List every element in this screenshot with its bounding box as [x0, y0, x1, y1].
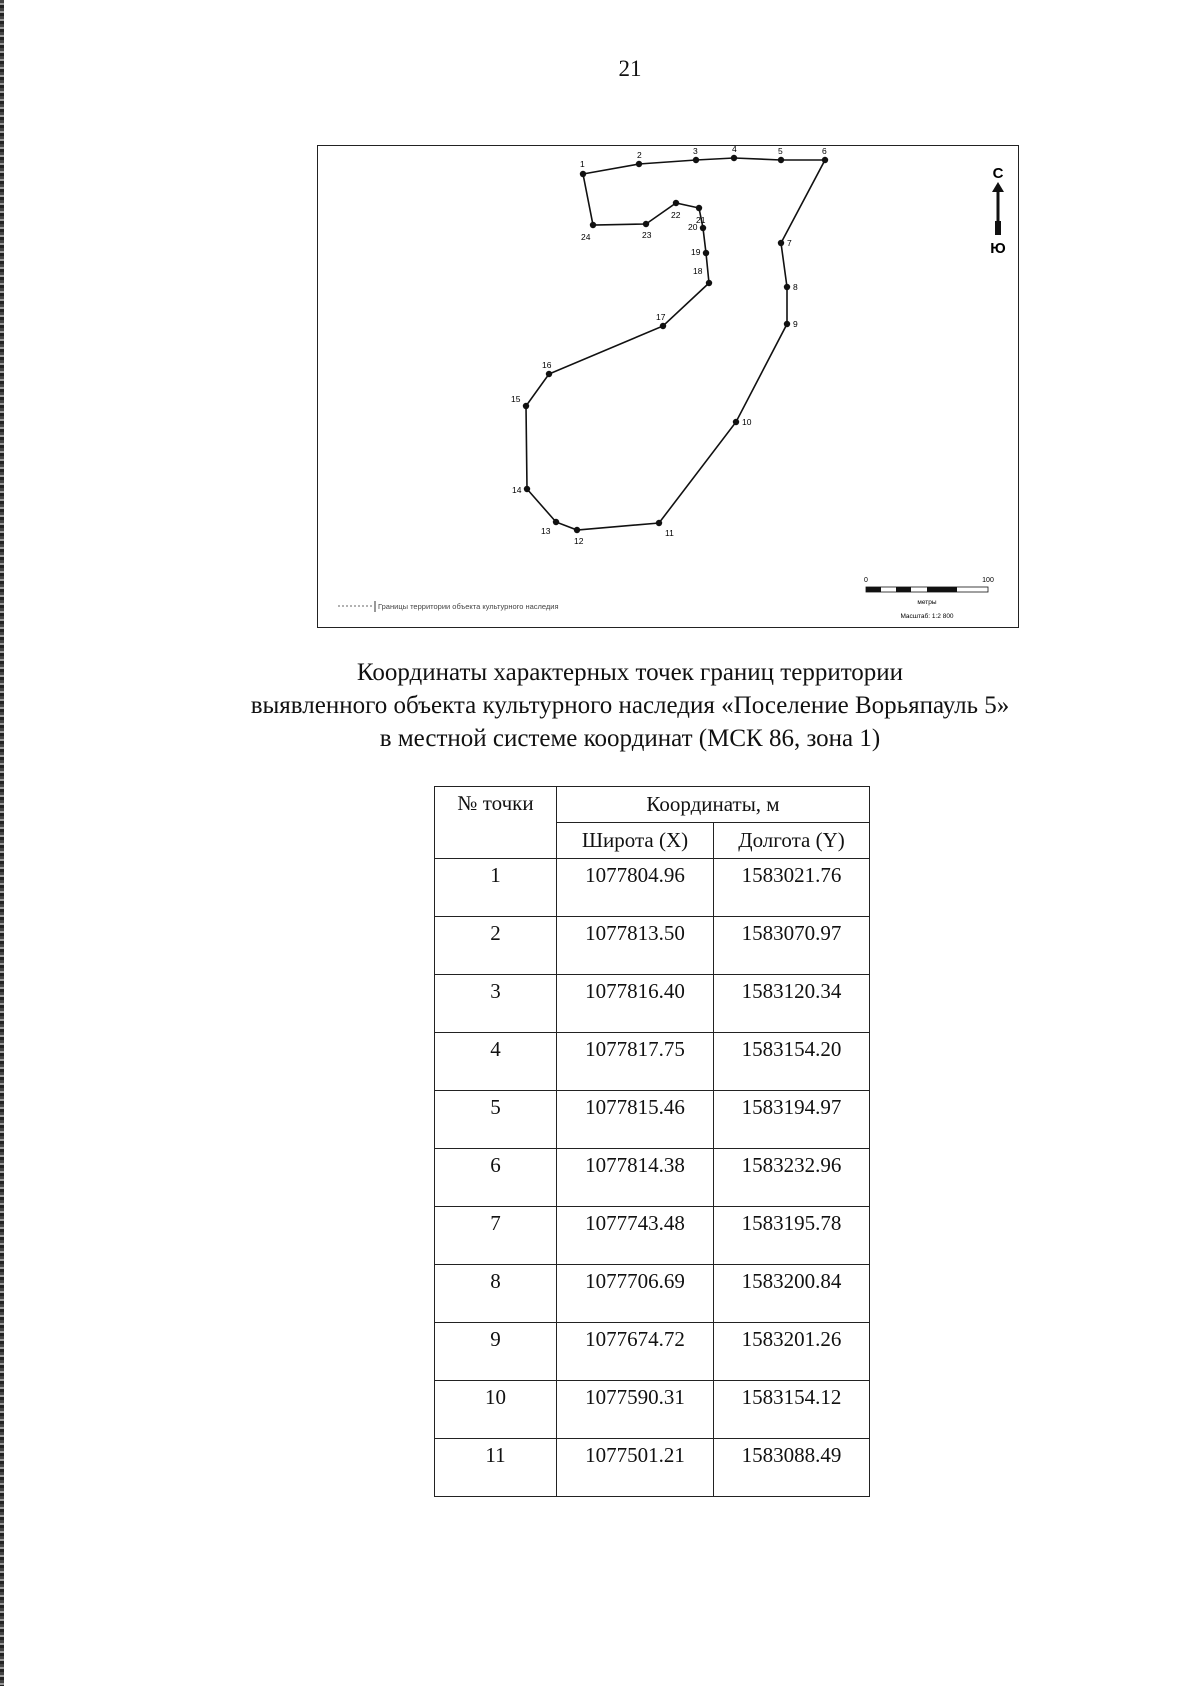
boundary-point [590, 222, 596, 228]
point-number-cell: 1 [435, 859, 557, 917]
scan-edge [0, 0, 4, 1686]
map-legend [338, 601, 559, 612]
table-row [435, 917, 870, 975]
point-label: 19 [691, 247, 701, 257]
point-label: 23 [642, 230, 652, 240]
boundary-point [574, 527, 580, 533]
point-label: 14 [512, 485, 522, 495]
latitude-cell: 1077815.46 [557, 1091, 714, 1149]
longitude-cell: 1583120.34 [714, 975, 870, 1033]
boundary-point [580, 171, 586, 177]
longitude-cell: 1583194.97 [714, 1091, 870, 1149]
table-row [435, 1265, 870, 1323]
scale-start: 0 [864, 577, 868, 584]
point-number-cell: 3 [435, 975, 557, 1033]
point-number-cell: 11 [435, 1439, 557, 1497]
boundary-point [636, 161, 642, 167]
latitude-cell: 1077674.72 [557, 1323, 714, 1381]
boundary-point [733, 419, 739, 425]
scale-end: 100 [982, 577, 994, 584]
point-label: 13 [541, 526, 551, 536]
coordinates-table [434, 786, 870, 1497]
boundary-point [523, 403, 529, 409]
boundary-point [693, 157, 699, 163]
boundary-point [778, 240, 784, 246]
title-line-3: в местной системе координат (МСК 86, зона 1) [379, 725, 881, 752]
boundary-point [784, 321, 790, 327]
boundary-point [696, 205, 702, 211]
latitude-cell: 1077501.21 [557, 1439, 714, 1497]
north-arrow-icon [990, 165, 1005, 257]
boundary-point [643, 221, 649, 227]
boundary-point [660, 323, 666, 329]
header-point-number: № точки [435, 787, 557, 859]
point-label: 9 [793, 319, 798, 329]
boundary-point [706, 280, 712, 286]
table-row [435, 1323, 870, 1381]
header-longitude-y: Долгота (Y) [714, 823, 870, 859]
point-label: 4 [732, 146, 737, 154]
coordinates-table-body [435, 859, 870, 1497]
title-line-1: Координаты характерных точек границ территории [356, 659, 904, 686]
boundary-point [524, 486, 530, 492]
latitude-cell: 1077590.31 [557, 1381, 714, 1439]
table-row [435, 1439, 870, 1497]
header-coordinates: Координаты, м [557, 787, 870, 823]
point-label: 3 [693, 146, 698, 156]
point-label: 24 [581, 232, 591, 242]
point-number-cell: 7 [435, 1207, 557, 1265]
page-number: 21 [618, 56, 642, 81]
latitude-cell: 1077817.75 [557, 1033, 714, 1091]
south-label: Ю [990, 240, 1006, 257]
point-number-cell: 2 [435, 917, 557, 975]
point-label: 2 [637, 150, 642, 160]
point-number-cell: 5 [435, 1091, 557, 1149]
table-row [435, 975, 870, 1033]
table-row [435, 1381, 870, 1439]
boundary-points [511, 146, 828, 546]
point-number-cell: 8 [435, 1265, 557, 1323]
longitude-cell: 1583201.26 [714, 1323, 870, 1381]
boundary-point [703, 250, 709, 256]
table-row [435, 1149, 870, 1207]
point-label: 20 [688, 222, 698, 232]
point-number-cell: 4 [435, 1033, 557, 1091]
point-number-cell: 6 [435, 1149, 557, 1207]
point-label: 7 [787, 238, 792, 248]
point-label: 5 [778, 146, 783, 156]
table-row [435, 859, 870, 917]
document-title [0, 656, 1200, 755]
point-label: 12 [574, 536, 584, 546]
longitude-cell: 1583232.96 [714, 1149, 870, 1207]
scale-bar [864, 577, 994, 620]
longitude-cell: 1583154.12 [714, 1381, 870, 1439]
latitude-cell: 1077816.40 [557, 975, 714, 1033]
longitude-cell: 1583088.49 [714, 1439, 870, 1497]
longitude-cell: 1583200.84 [714, 1265, 870, 1323]
point-number-cell: 9 [435, 1323, 557, 1381]
table-row [435, 1091, 870, 1149]
boundary-point [553, 519, 559, 525]
boundary-point [731, 155, 737, 161]
latitude-cell: 1077804.96 [557, 859, 714, 917]
longitude-cell: 1583195.78 [714, 1207, 870, 1265]
boundary-point [778, 157, 784, 163]
scale-text: Масштаб: 1:2 800 [900, 613, 954, 620]
latitude-cell: 1077706.69 [557, 1265, 714, 1323]
point-label: 22 [671, 210, 681, 220]
north-label: С [992, 165, 1004, 182]
boundary-point [784, 284, 790, 290]
boundary-point [546, 371, 552, 377]
point-label: 10 [742, 417, 752, 427]
boundary-point [673, 200, 679, 206]
scale-unit: метры [917, 599, 937, 606]
table-row [435, 1207, 870, 1265]
boundary-map [317, 145, 1019, 628]
table-row [435, 1033, 870, 1091]
point-label: 16 [542, 360, 552, 370]
boundary-point [656, 520, 662, 526]
boundary-point [700, 225, 706, 231]
latitude-cell: 1077814.38 [557, 1149, 714, 1207]
title-line-2: выявленного объекта культурного наследия «Поселение Ворьяпауль 5» [250, 692, 1010, 719]
point-label: 18 [693, 266, 703, 276]
point-label: 6 [822, 146, 827, 156]
boundary-point [822, 157, 828, 163]
longitude-cell: 1583070.97 [714, 917, 870, 975]
point-label: 21 [696, 215, 706, 225]
latitude-cell: 1077813.50 [557, 917, 714, 975]
boundary-map-svg [318, 146, 1020, 629]
point-label: 8 [793, 282, 798, 292]
point-label: 17 [656, 312, 666, 322]
point-label: 11 [665, 528, 674, 538]
point-label: 15 [511, 394, 521, 404]
legend-text: Границы территории объекта культурного наследия [378, 602, 559, 611]
point-number-cell: 10 [435, 1381, 557, 1439]
latitude-cell: 1077743.48 [557, 1207, 714, 1265]
longitude-cell: 1583021.76 [714, 859, 870, 917]
header-latitude-x: Широта (X) [557, 823, 714, 859]
longitude-cell: 1583154.20 [714, 1033, 870, 1091]
point-label: 1 [580, 159, 585, 169]
